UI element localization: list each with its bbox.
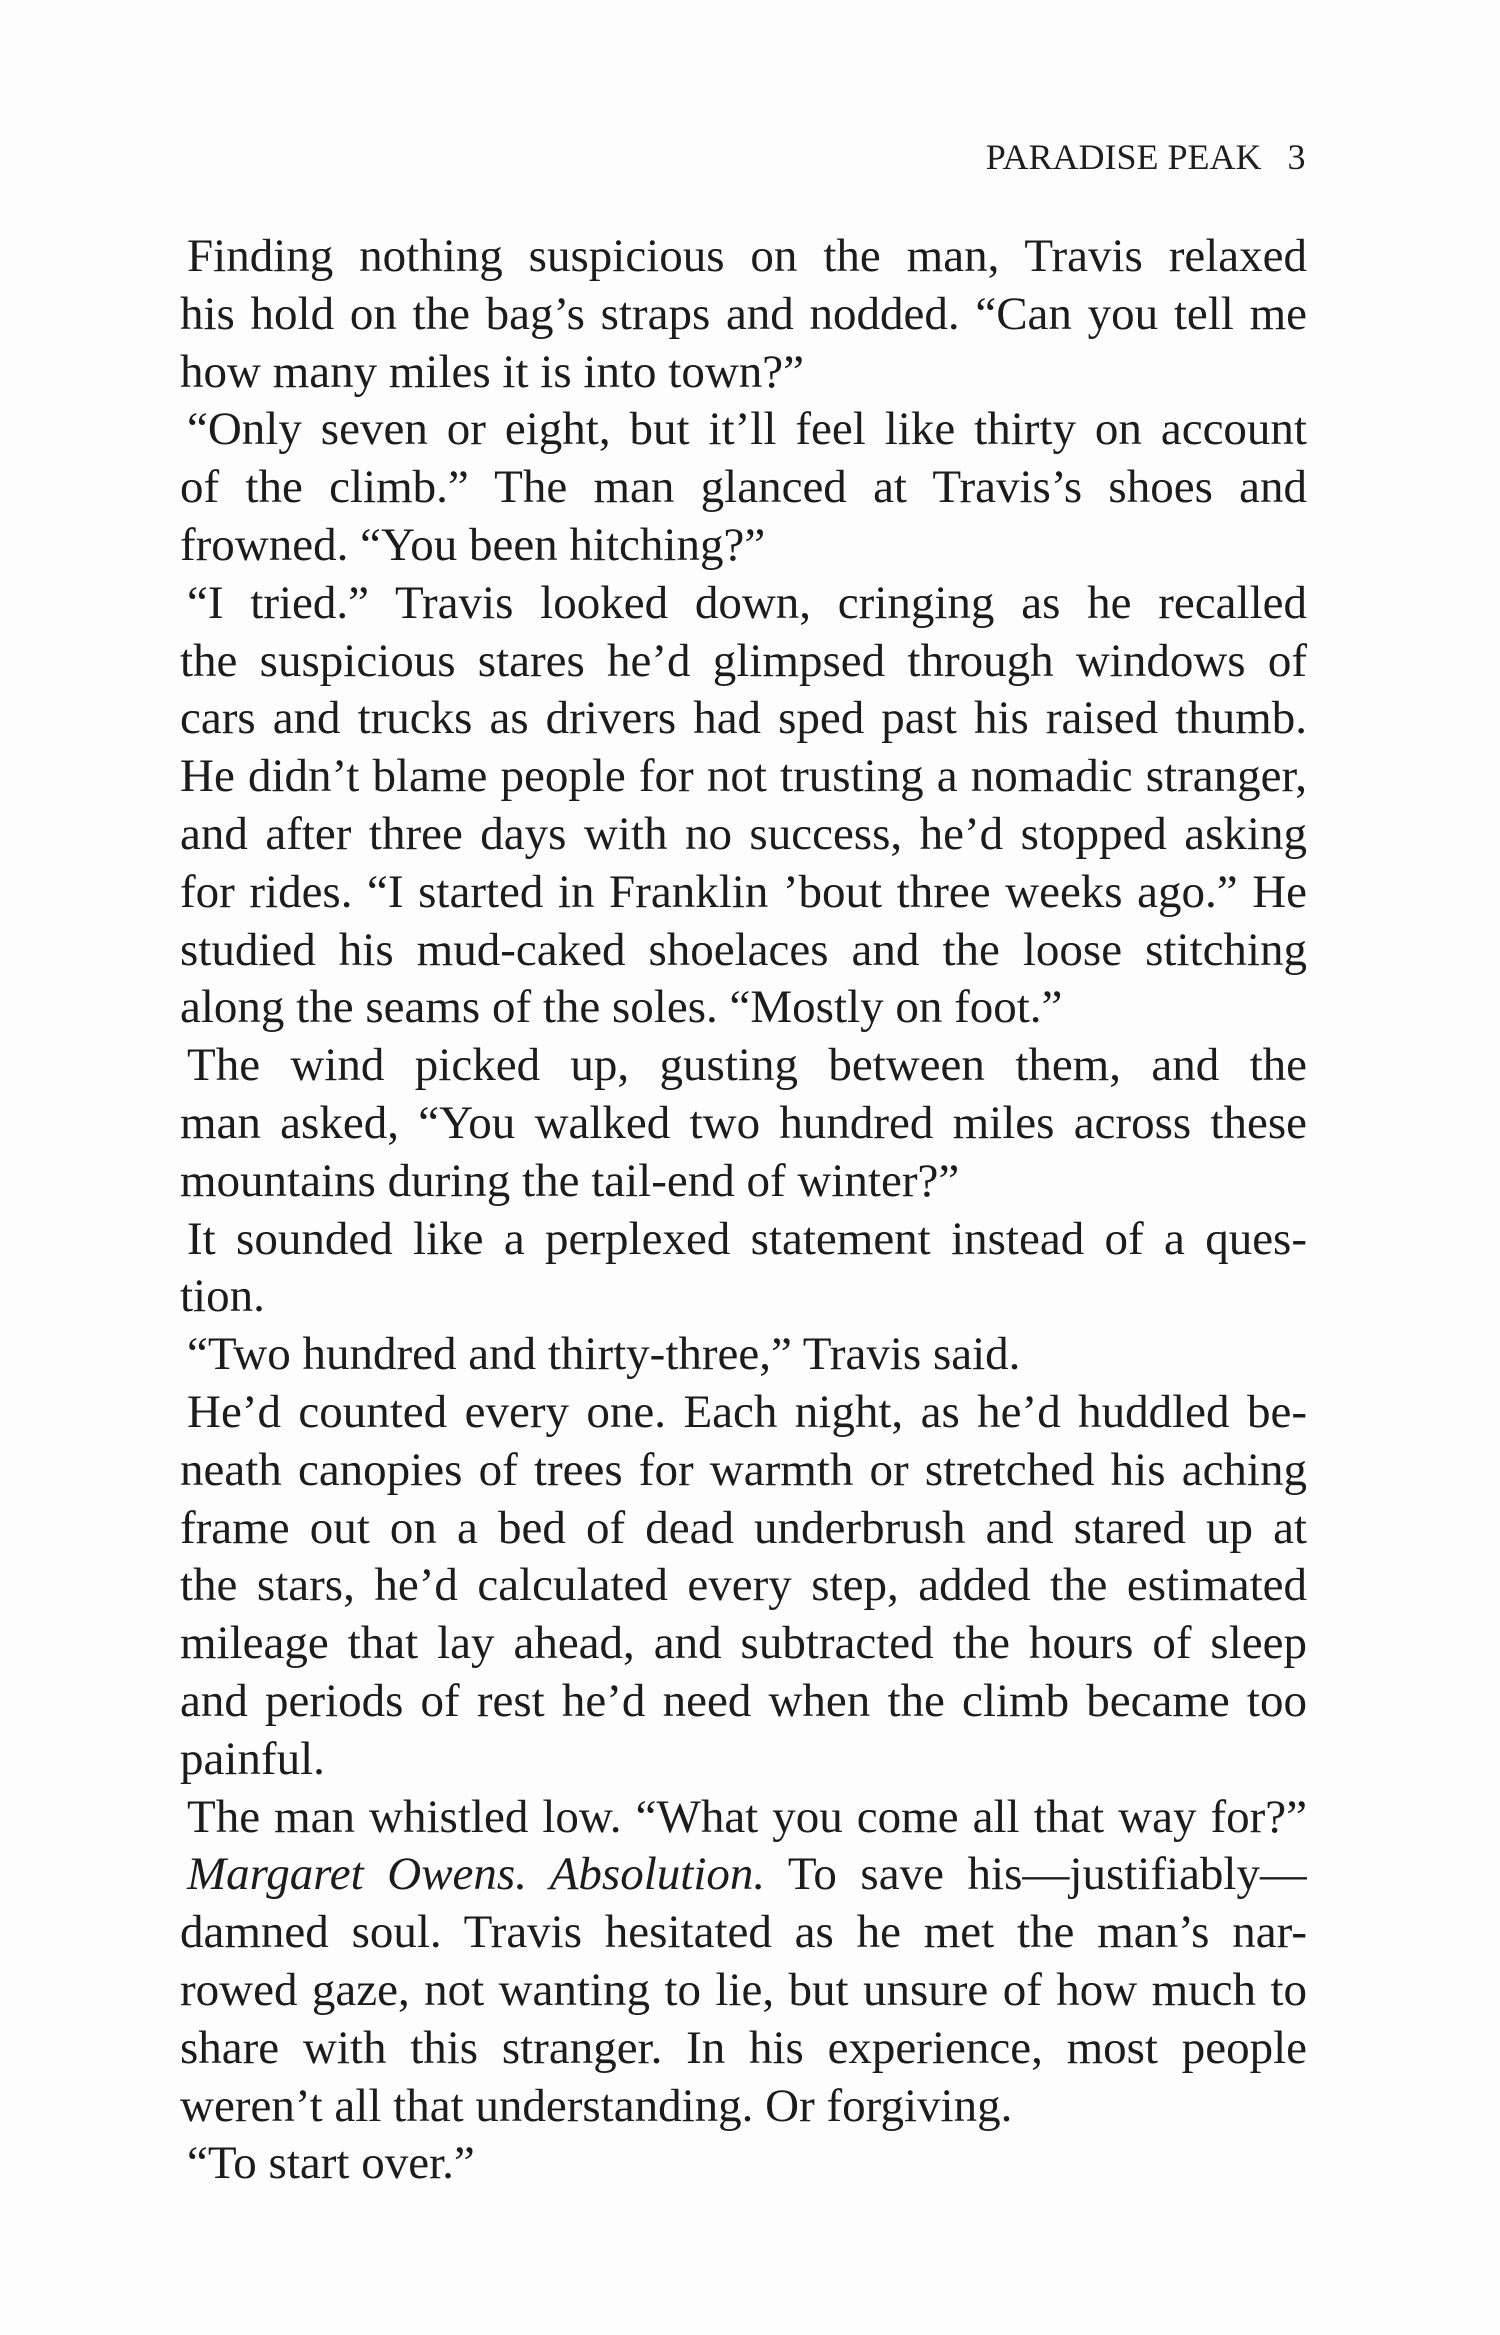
text-line: of the climb.” The man glanced at Travis’s shoes and — [180, 461, 1307, 514]
page-number: 3 — [1287, 137, 1306, 177]
text-line: “To start over.” — [187, 2137, 475, 2190]
text-line: the suspicious stares he’d glimpsed through windows of — [180, 634, 1307, 687]
text-line: and after three days with no success, he’d stopped asking — [180, 807, 1307, 860]
text-line: The man whistled low. “What you come all that way for?” — [187, 1790, 1307, 1843]
text-line: for rides. “I started in Franklin ’bout three weeks ago.” He — [180, 865, 1307, 918]
text-line: mountains during the tail-end of winter?” — [180, 1154, 960, 1207]
text-line: “Two hundred and thirty-three,” Travis said. — [187, 1328, 1021, 1381]
text-line: frame out on a bed of dead underbrush and stared up at — [180, 1501, 1307, 1554]
text-line: painful. — [180, 1732, 325, 1785]
text-line: the stars, he’d calculated every step, added the estimated — [180, 1559, 1307, 1612]
text-line: “Only seven or eight, but it’ll feel like thirty on account — [187, 403, 1307, 456]
text-line: It sounded like a perplexed statement instead of a ques- — [187, 1212, 1307, 1265]
text-line: studied his mud-caked shoelaces and the loose stitching — [180, 923, 1307, 976]
text-line: neath canopies of trees for warmth or stretched his aching — [180, 1443, 1307, 1496]
text-line: how many miles it is into town?” — [180, 345, 804, 398]
text-line: “I tried.” Travis looked down, cringing as he recalled — [187, 576, 1307, 629]
text-line: along the seams of the soles. “Mostly on foot.” — [180, 981, 1063, 1034]
roman-text: To save his—justifiably— — [765, 1848, 1307, 1901]
running-title: PARADISE PEAK — [985, 137, 1262, 177]
italic-text: Margaret Owens. Absolution. — [187, 1848, 766, 1901]
text-line: his hold on the bag’s straps and nodded. “Can you tell me — [180, 287, 1307, 340]
text-line: damned soul. Travis hesitated as he met the man’s nar- — [180, 1906, 1307, 1959]
text-line: He’d counted every one. Each night, as he’d huddled be- — [187, 1385, 1307, 1438]
text-line: He didn’t blame people for not trusting a nomadic stranger, — [180, 750, 1307, 803]
text-line: mileage that lay ahead, and subtracted the hours of sleep — [180, 1617, 1307, 1670]
running-head — [986, 136, 1306, 178]
text-line — [180, 1846, 1307, 1904]
text-line: The wind picked up, gusting between them, and the — [187, 1039, 1307, 1092]
body-text — [180, 228, 1307, 2193]
text-line: and periods of rest he’d need when the climb became too — [180, 1674, 1307, 1727]
text-line: share with this stranger. In his experience, most people — [180, 2021, 1307, 2074]
text-line: rowed gaze, not wanting to lie, but unsure of how much to — [180, 1963, 1307, 2016]
text-line: weren’t all that understanding. Or forgiving. — [180, 2079, 1013, 2132]
text-line: Finding nothing suspicious on the man, Travis relaxed — [187, 230, 1307, 282]
text-line: tion. — [180, 1270, 265, 1323]
text-line: cars and trucks as drivers had sped past his raised thumb. — [180, 692, 1307, 745]
text-line: man asked, “You walked two hundred miles across these — [180, 1096, 1307, 1149]
text-line: frowned. “You been hitching?” — [180, 518, 766, 571]
